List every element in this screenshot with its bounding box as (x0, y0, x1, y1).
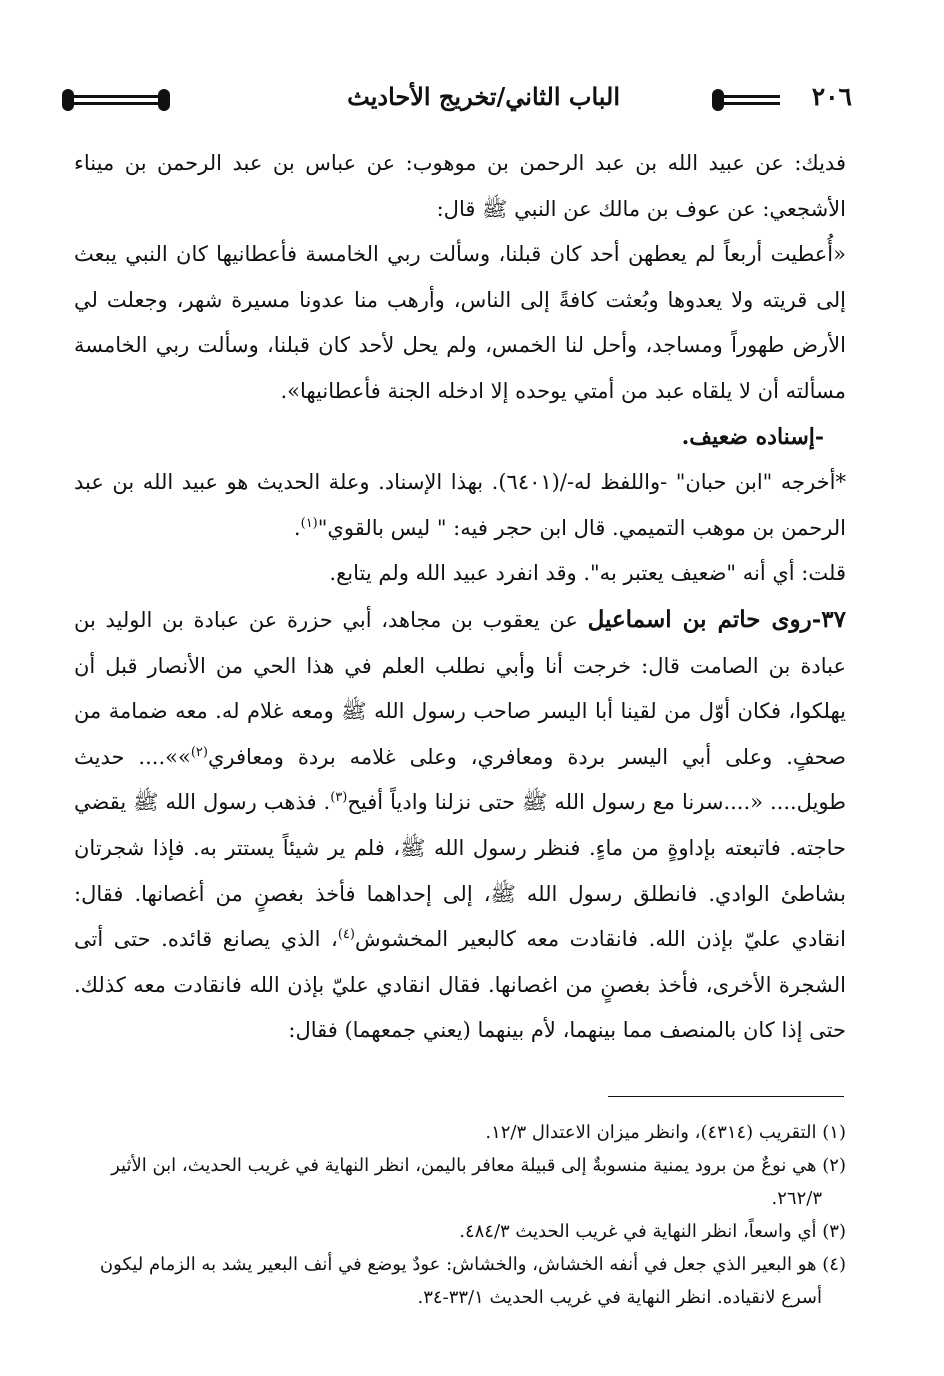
footnote-2-continuation: ٢٦٢/٣. (771, 1188, 822, 1209)
footnote-ref-2[interactable]: (٢) (190, 744, 208, 760)
paragraph-hadith-37 (74, 597, 846, 1054)
isnad-grade-heading: -إسناده ضعيف. (681, 423, 824, 450)
footnote-4: (٤) هو البعير الذي جعل في أنفه الخشاش، والخشاش: عودٌ يوضع في أنف البعير يشد به الزمام ليكون (99, 1254, 846, 1275)
footnote-3: (٣) أي واسعاً، انظر النهاية في غريب الحديث ٤٨٤/٣. (459, 1221, 846, 1242)
paragraph-chain-of-narration: فديك: عن عبيد الله بن عبد الرحمن بن موهوب: عن عباس بن عبد الرحمن بن ميناء الأشجعي: عن عوف بن مالك عن النبي ﷺ قال: (74, 151, 846, 221)
footnote-ref-1[interactable]: (١) (300, 515, 318, 531)
paragraph-hadith-text: «أُعطيت أربعاً لم يعطهن أحد كان قبلنا، وسألت ربي الخامسة فأعطانيها كان النبي يبعث إلى قريته ولا يعدوها وبُعثت كافةً إلى الناس، وأرهب منا عدونا مسيرة شهر، وجعلت لي الأرض طهوراً ومساجد، وأحل لنا الخمس، ولم يحل لأحد كان قبلنا، وسألت ربي الخامسة مسألته أن لا يلقاه عبد من أمتي يوحده إلا ادخله الجنة فأعطانيها». (74, 242, 846, 403)
hadith-37-text-d: ، الذي يصانع قائده. حتى أتى الشجرة الأخرى، فأخذ بغصنٍ من اغصانها. فقال انقادي عليّ بإذن الله فانقادت معه كذلك. حتى إذا كان بالمنصف مما بينهما، لأم بينهما (يعني جمعهما) فقال: (74, 927, 846, 1043)
paragraph-author-note: قلت: أي أنه "ضعيف يعتبر به". وقد انفرد عبيد الله ولم يتابع. (329, 561, 846, 586)
footnote-1: (١) التقريب (٤٣١٤)، وانظر ميزان الاعتدال ١٢/٣. (485, 1122, 846, 1143)
hadith-37-lead: ٣٧-روى حاتم بن اسماعيل (587, 605, 846, 633)
main-text (74, 141, 846, 1054)
hadith-37-text-b: »».... حديث طويل.... «....سرنا مع رسول الله ﷺ حتى نزلنا وادياً أفيح (74, 744, 846, 815)
footnote-2: (٢) هي نوعٌ من برود يمنية منسوبةٌ إلى قبيلة معافر باليمن، انظر النهاية في غريب الحديث، ابن الأثير (111, 1155, 846, 1176)
footnote-ref-4[interactable]: (٤) (337, 927, 355, 943)
paragraph-takhrij (74, 460, 846, 551)
takhrij-end: . (293, 515, 301, 540)
ornament-icon (712, 89, 724, 111)
running-title: الباب الثاني/تخريج الأحاديث (347, 82, 620, 111)
hadith-37-text-a: عن يعقوب بن مجاهد، أبي حزرة عن عبادة بن الوليد بن عبادة بن الصامت قال: خرجت أنا وأبي نطلب العلم في هذا الحي من الأنصار قبل أن يهلكوا، فكان أوّل من لقينا أبا اليسر صاحب رسول الله ﷺ ومعه غلام له. معه ضمامة من صحفٍ. وعلى أبي اليسر بردة ومعافري، وعلى غلامه بردة ومعافري (74, 607, 846, 769)
header-double-rule (724, 95, 780, 105)
ornament-icon (62, 89, 74, 111)
ornament-icon (158, 89, 170, 111)
page-number: ٢٠٦ (811, 82, 852, 111)
page-header (62, 78, 852, 122)
takhrij-text: *أخرجه "ابن حبان" -واللفظ له-/(٦٤٠١). بهذا الإسناد. وعلة الحديث هو عبيد الله بن عبد الرحمن بن موهب التميمي. قال ابن حجر فيه: " ليس بالقوي" (74, 470, 846, 540)
hadith-37-text-c: . فذهب رسول الله ﷺ يقضي حاجته. فاتبعته بإداوةٍ من ماءٍ. فنظر رسول الله ﷺ، فلم ير شيئاً يستتر به. فإذا شجرتان بشاطئ الوادي. فانطلق رسول الله ﷺ، إلى إحداهما فأخذ بغصنٍ من أغصانها. فقال: انقادي عليّ بإذن الله. فانقادت معه كالبعير المخشوش (74, 790, 847, 952)
footnote-separator (608, 1096, 844, 1097)
footnotes (74, 1116, 846, 1314)
header-double-rule (74, 95, 158, 105)
footnote-ref-3[interactable]: (٣) (330, 790, 348, 806)
footnote-4-continuation: أسرع لانقياده. انظر النهاية في غريب الحديث ٣٣/١-٣٤. (417, 1287, 822, 1308)
